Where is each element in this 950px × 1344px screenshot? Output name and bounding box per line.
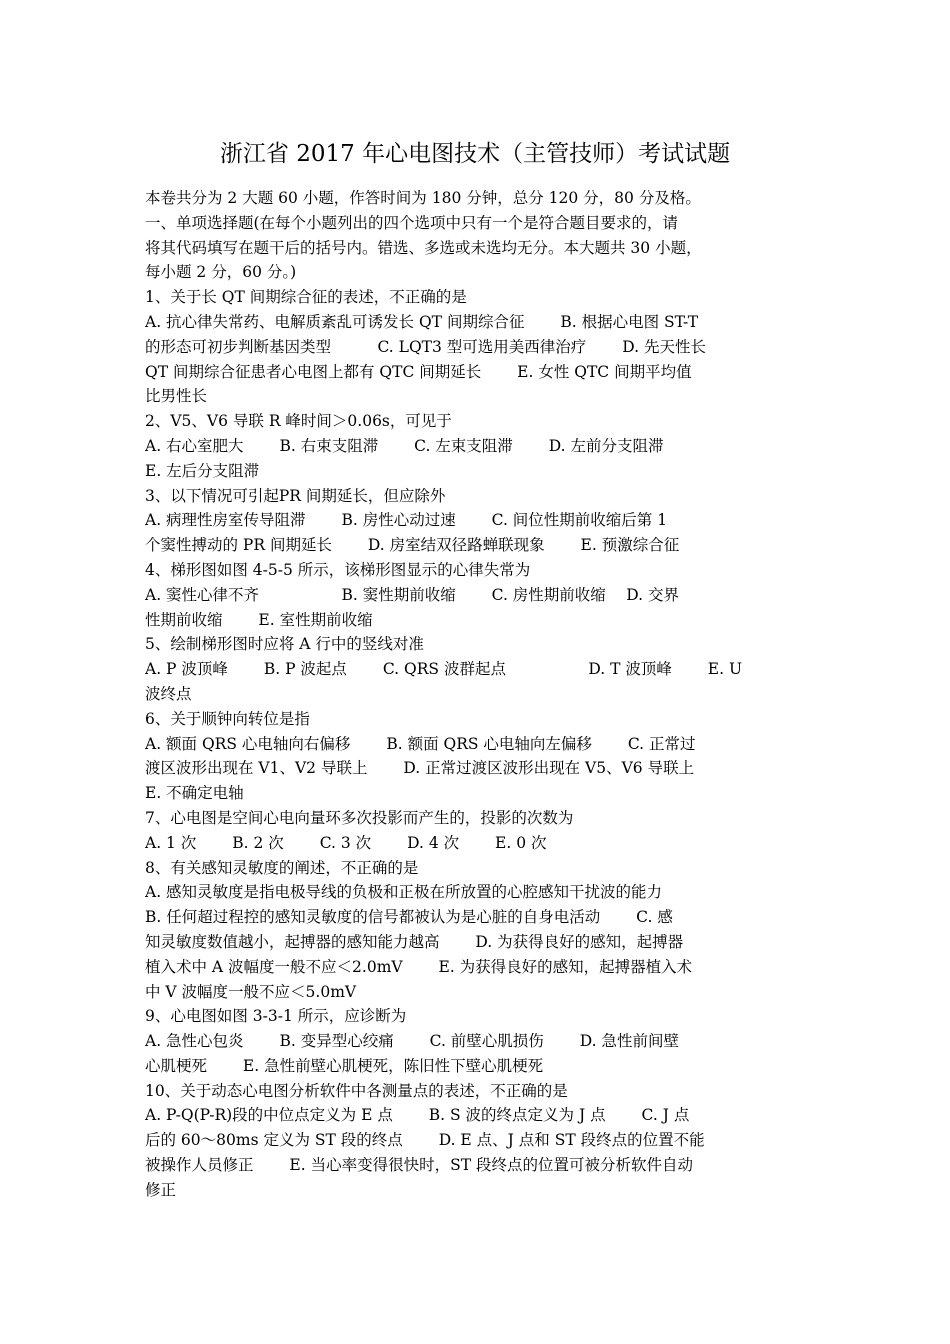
question-stem: 5、绘制梯形图时应将 A 行中的竖线对准	[145, 635, 424, 654]
section-line: 每小题 2 分，60 分。)	[145, 263, 297, 282]
page-title: 浙江省 2017 年心电图技术（主管技师）考试试题	[219, 141, 731, 167]
question-9	[145, 1004, 807, 1078]
question-options-line: A. 额面 QRS 心电轴向右偏移 B. 额面 QRS 心电轴向左偏移 C. 正常过	[145, 734, 696, 753]
question-options-line: 波终点	[145, 684, 192, 703]
question-options-line: A. 急性心包炎 B. 变异型心绞痛 C. 前壁心肌损伤 D. 急性前间壁	[145, 1032, 679, 1051]
question-options-line: 知灵敏度数值越小，起搏器的感知能力越高 D. 为获得良好的感知，起搏器	[145, 932, 684, 951]
question-options-line: A. 右心室肥大 B. 右束支阻滞 C. 左束支阻滞 D. 左前分支阻滞	[145, 436, 664, 455]
question-1	[145, 285, 807, 409]
question-options-line: 植入术中 A 波幅度一般不应＜2.0mV E. 为获得良好的感知，起搏器植入术	[145, 957, 693, 976]
question-options-line: A. 感知灵敏度是指电极导线的负极和正极在所放置的心腔感知干扰波的能力	[145, 883, 663, 902]
question-10	[145, 1079, 807, 1203]
question-options-line: 渡区波形出现在 V1、V2 导联上 D. 正常过渡区波形出现在 V5、V6 导联上	[145, 759, 695, 778]
question-5	[145, 632, 807, 706]
question-options-line: 心肌梗死 E. 急性前壁心肌梗死，陈旧性下壁心肌梗死	[145, 1056, 544, 1075]
question-options-line: 性期前收缩 E. 室性期前收缩	[145, 610, 373, 629]
section-line: 将其代码填写在题干后的括号内。错选、多选或未选均无分。本大题共 30 小题，	[145, 238, 702, 257]
question-options-line: 中 V 波幅度一般不应＜5.0mV	[145, 982, 357, 1001]
question-7	[145, 806, 807, 856]
question-stem: 7、心电图是空间心电向量环多次投影而产生的，投影的次数为	[145, 808, 574, 827]
exam-intro: 本卷共分为 2 大题 60 小题，作答时间为 180 分钟，总分 120 分，80 分及格。	[145, 189, 701, 207]
question-stem: 8、有关感知灵敏度的阐述，不正确的是	[145, 858, 419, 877]
question-stem: 6、关于顺钟向转位是指	[145, 709, 310, 728]
question-3	[145, 484, 807, 558]
question-stem: 9、心电图如图 3-3-1 所示，应诊断为	[145, 1007, 407, 1026]
section-instructions	[145, 211, 807, 285]
question-options-line: 比男性长	[145, 387, 208, 406]
question-options-line: A. 抗心律失常药、电解质紊乱可诱发长 QT 间期综合征 B. 根据心电图 ST-T	[145, 312, 699, 331]
question-options-line: 后的 60～80ms 定义为 ST 段的终点 D. E 点、J 点和 ST 段终点的位置不能	[145, 1131, 705, 1150]
question-options-line: QT 间期综合征患者心电图上都有 QTC 间期延长 E. 女性 QTC 间期平均值	[145, 362, 692, 381]
question-4	[145, 558, 807, 632]
question-options-line: 修正	[145, 1180, 177, 1199]
question-options-line: 的形态可初步判断基因类型 C. LQT3 型可选用美西律治疗 D. 先天性长	[145, 337, 706, 356]
question-options-line: A. P 波顶峰 B. P 波起点 C. QRS 波群起点 D. T 波顶峰 E. U	[145, 660, 743, 679]
question-options-line: 被操作人员修正 E. 当心率变得很快时，ST 段终点的位置可被分析软件自动	[145, 1156, 693, 1175]
question-6	[145, 707, 807, 806]
question-stem: 1、关于长 QT 间期综合征的表述，不正确的是	[145, 288, 467, 307]
question-options-line: E. 左后分支阻滞	[145, 461, 260, 480]
question-options-line: A. 窦性心律不齐 B. 窦性期前收缩 C. 房性期前收缩 D. 交界	[145, 585, 679, 604]
question-stem: 10、关于动态心电图分析软件中各测量点的表述，不正确的是	[145, 1081, 568, 1100]
question-stem: 3、以下情况可引起PR 间期延长，但应除外	[145, 486, 446, 505]
question-2	[145, 409, 807, 483]
question-options-line: A. 病理性房室传导阻滞 B. 房性心动过速 C. 间位性期前收缩后第 1	[145, 511, 668, 530]
question-options-line: E. 不确定电轴	[145, 784, 244, 803]
question-options-line: A. 1 次 B. 2 次 C. 3 次 D. 4 次 E. 0 次	[145, 833, 547, 852]
question-options-line: A. P-Q(P-R)段的中位点定义为 E 点 B. S 波的终点定义为 J 点 C. J 点	[145, 1106, 690, 1125]
question-stem: 2、V5、V6 导联 R 峰时间＞0.06s，可见于	[145, 412, 452, 431]
question-stem: 4、梯形图如图 4-5-5 所示，该梯形图显示的心律失常为	[145, 560, 531, 579]
question-8	[145, 856, 807, 1005]
document-body	[145, 186, 807, 1203]
question-options-line: 个窦性搏动的 PR 间期延长 D. 房室结双径路蝉联现象 E. 预激综合征	[145, 536, 680, 555]
section-line: 一、单项选择题(在每个小题列出的四个选项中只有一个是符合题目要求的，请	[145, 213, 679, 232]
question-options-line: B. 任何超过程控的感知灵敏度的信号都被认为是心脏的自身电活动 C. 感	[145, 908, 673, 927]
